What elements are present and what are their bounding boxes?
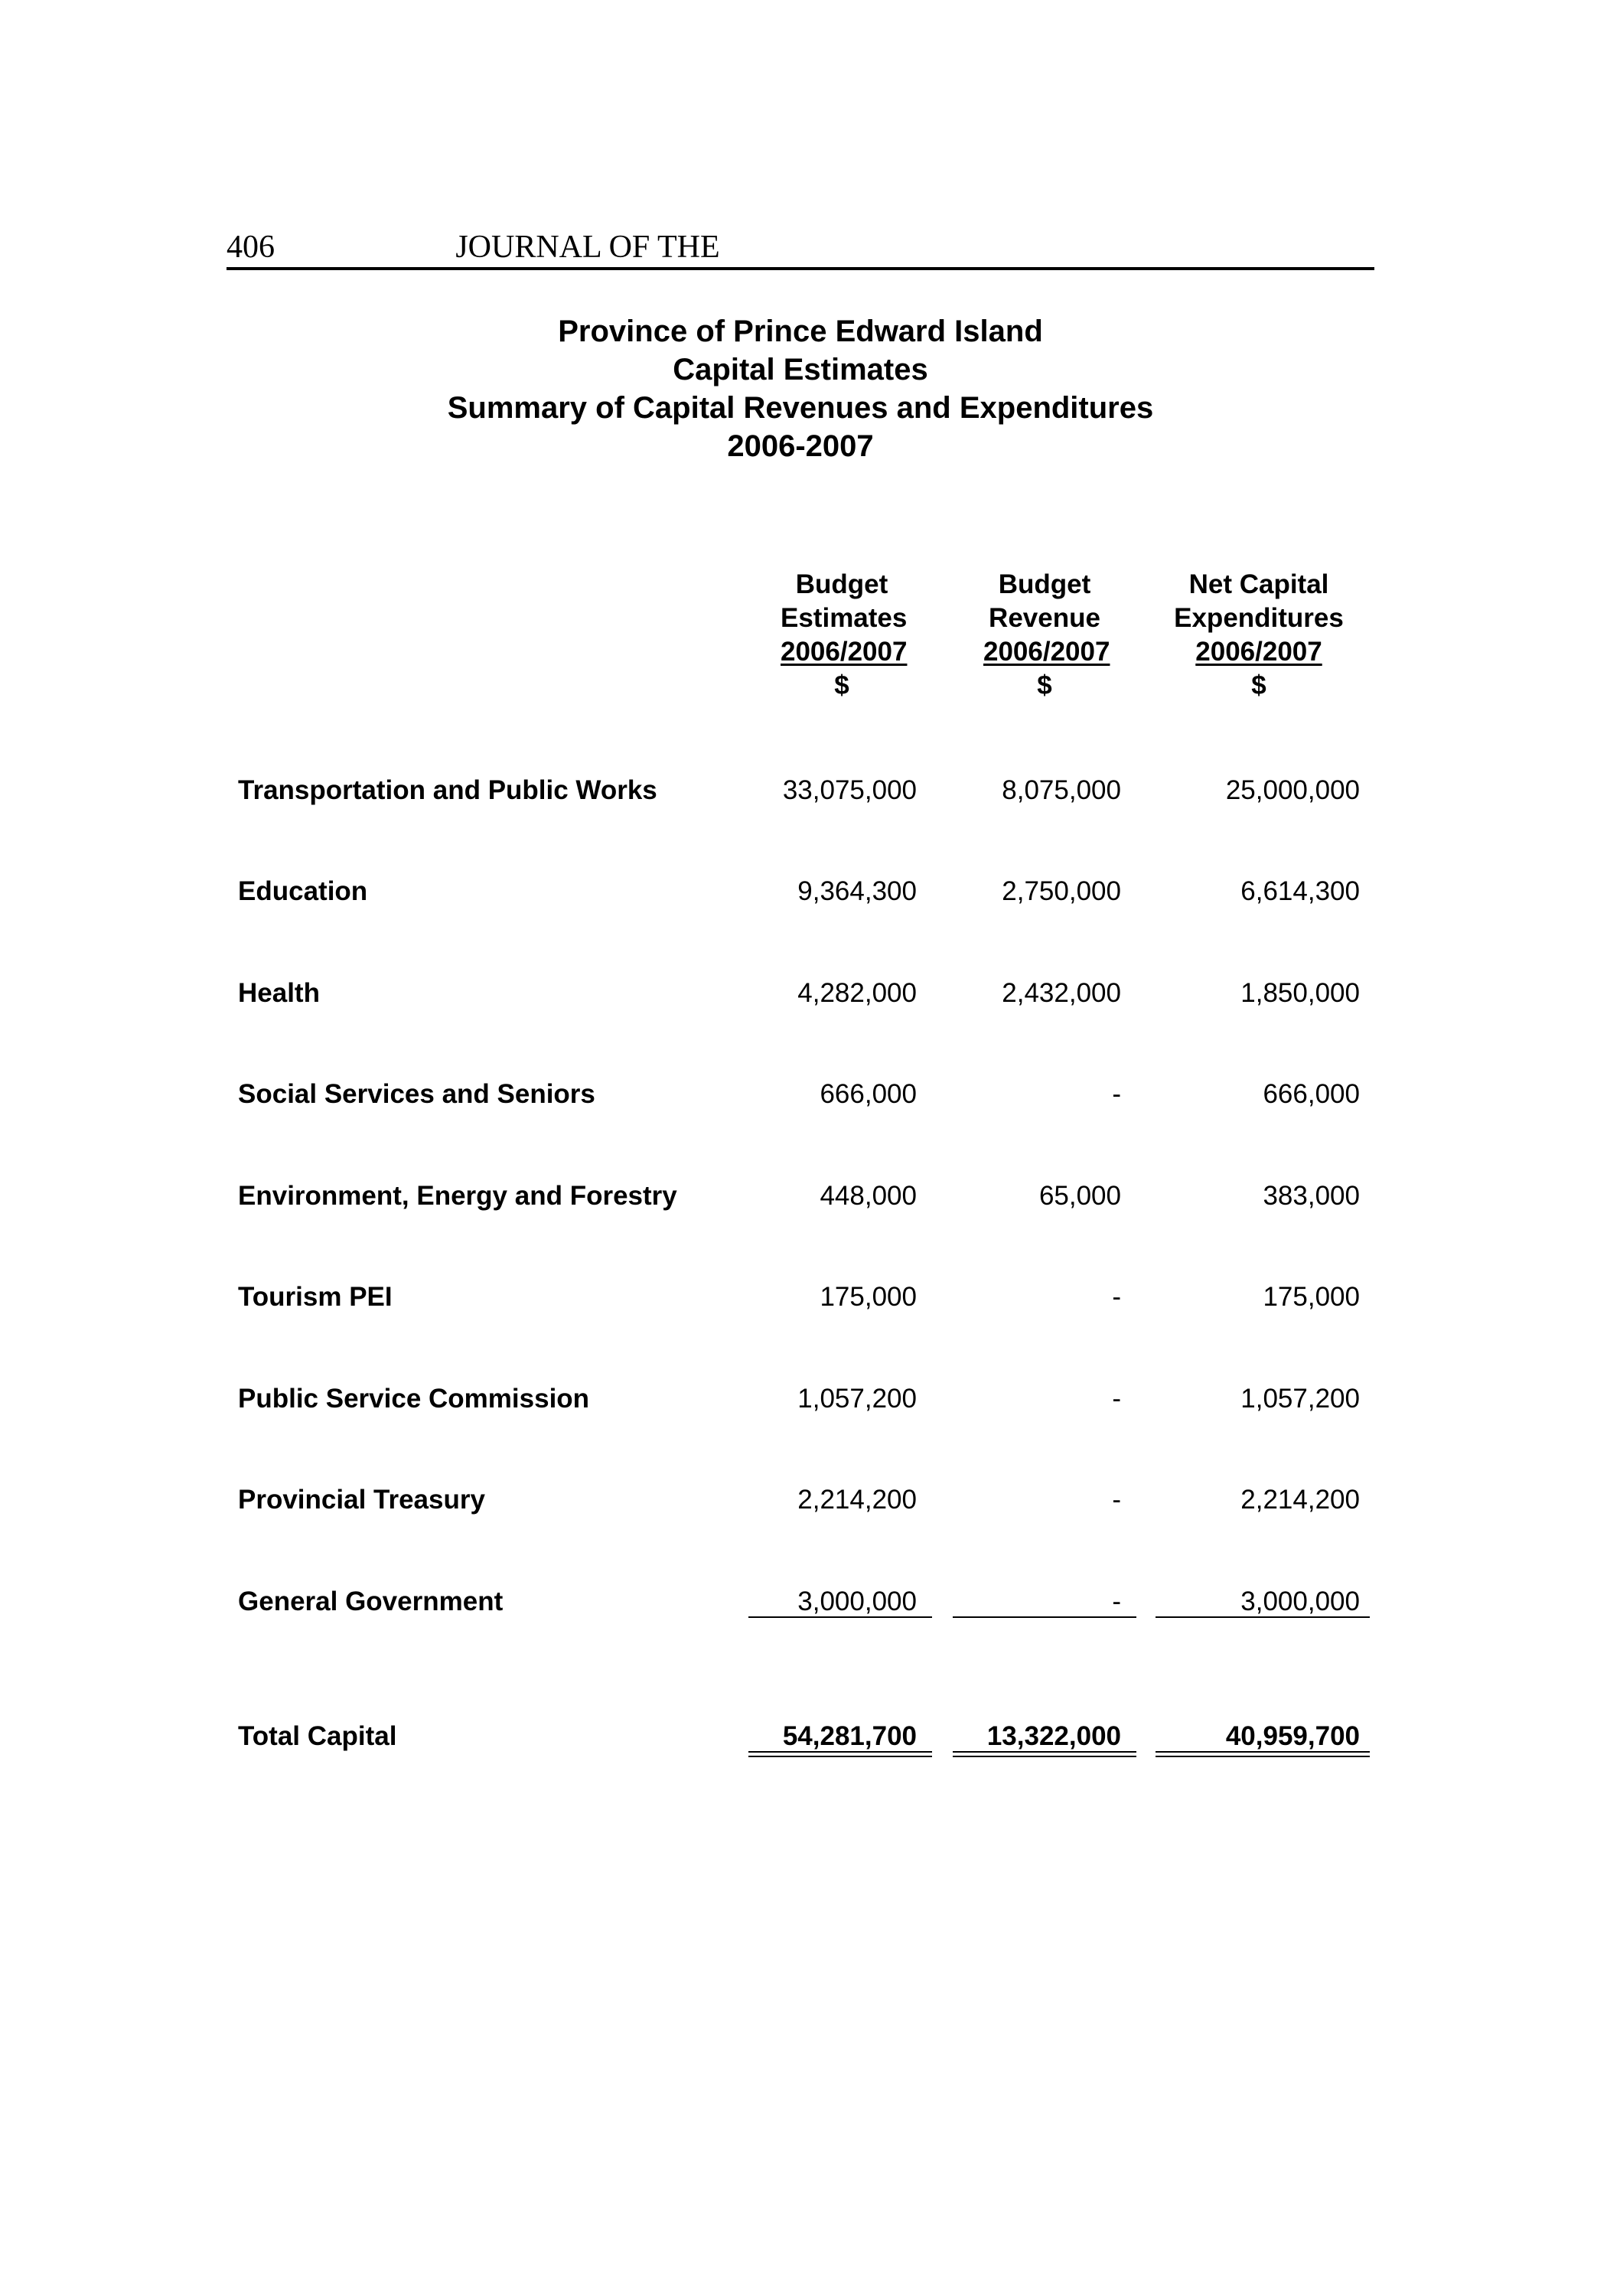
budget-revenue-value: - [1112,1079,1121,1109]
budget-estimates-value: 3,000,000 [797,1587,917,1616]
subtotal-rule [748,1616,932,1618]
total-budget-estimates: 54,281,700 [782,1721,917,1751]
total-double-rule [953,1751,1136,1753]
total-double-rule [748,1751,932,1753]
table-row [0,875,1607,908]
header-rule [227,267,1374,270]
net-capital-value: 666,000 [1263,1079,1360,1109]
table-row [0,977,1607,1010]
net-capital-value: 1,850,000 [1240,978,1360,1008]
budget-estimates-value: 1,057,200 [797,1384,917,1414]
table-row [0,1280,1607,1314]
title-line-province: Province of Prince Edward Island [558,315,1043,348]
table-row [0,1382,1607,1416]
net-capital-value: 3,000,000 [1240,1587,1360,1616]
running-head [227,228,1374,266]
row-label: Health [238,978,320,1008]
net-capital-value: 1,057,200 [1240,1384,1360,1414]
column-header-net-capital-expenditures: Net Capital Expenditures 2006/2007 $ [1174,569,1344,700]
budget-revenue-value: 8,075,000 [1002,775,1121,805]
total-double-rule [953,1756,1136,1757]
title-line-capital-estimates: Capital Estimates [673,353,928,386]
subtotal-rule [1156,1616,1370,1618]
table-row [0,1483,1607,1517]
net-capital-value: 6,614,300 [1240,876,1360,906]
budget-revenue-value: - [1112,1282,1121,1312]
row-label: General Government [238,1587,504,1616]
page-number: 406 [227,230,275,265]
column-header-budget-revenue: Budget Revenue 2006/2007 $ [983,569,1110,700]
total-double-rule [1156,1751,1370,1753]
budget-revenue-value: 2,432,000 [1002,978,1121,1008]
table-row [0,774,1607,807]
column-header-budget-estimates: Budget Estimates 2006/2007 $ [781,569,908,700]
budget-revenue-value: - [1112,1384,1121,1414]
total-double-rule [748,1756,932,1757]
budget-revenue-value: 2,750,000 [1002,876,1121,906]
row-label: Public Service Commission [238,1384,590,1414]
budget-estimates-value: 9,364,300 [797,876,917,906]
net-capital-value: 175,000 [1263,1282,1360,1312]
row-label: Social Services and Seniors [238,1079,595,1109]
budget-estimates-value: 666,000 [820,1079,917,1109]
table-row [0,1179,1607,1213]
table-row [0,1585,1607,1619]
total-row [0,1720,1607,1753]
budget-estimates-value: 33,075,000 [782,775,917,805]
row-label: Tourism PEI [238,1282,393,1312]
title-line-year: 2006-2007 [727,429,874,463]
budget-revenue-value: 65,000 [1038,1181,1121,1211]
journal-title: JOURNAL OF THE [455,230,720,265]
budget-estimates-value: 175,000 [820,1282,917,1312]
budget-estimates-value: 2,214,200 [797,1485,917,1515]
row-label: Transportation and Public Works [238,775,657,805]
total-double-rule [1156,1756,1370,1757]
total-net-capital: 40,959,700 [1225,1721,1360,1751]
budget-revenue-value: - [1112,1587,1121,1616]
net-capital-value: 383,000 [1263,1181,1360,1211]
row-label: Provincial Treasury [238,1485,485,1515]
title-line-summary: Summary of Capital Revenues and Expenditures [447,391,1154,425]
net-capital-value: 25,000,000 [1225,775,1360,805]
table-row [0,1078,1607,1111]
budget-estimates-value: 448,000 [820,1181,917,1211]
total-budget-revenue: 13,322,000 [986,1721,1121,1751]
budget-estimates-value: 4,282,000 [797,978,917,1008]
row-label: Environment, Energy and Forestry [238,1181,677,1211]
subtotal-rule [953,1616,1136,1618]
net-capital-value: 2,214,200 [1240,1485,1360,1515]
budget-revenue-value: - [1112,1485,1121,1515]
row-label: Education [238,876,368,906]
total-label: Total Capital [238,1721,397,1751]
document-title [227,312,1374,465]
